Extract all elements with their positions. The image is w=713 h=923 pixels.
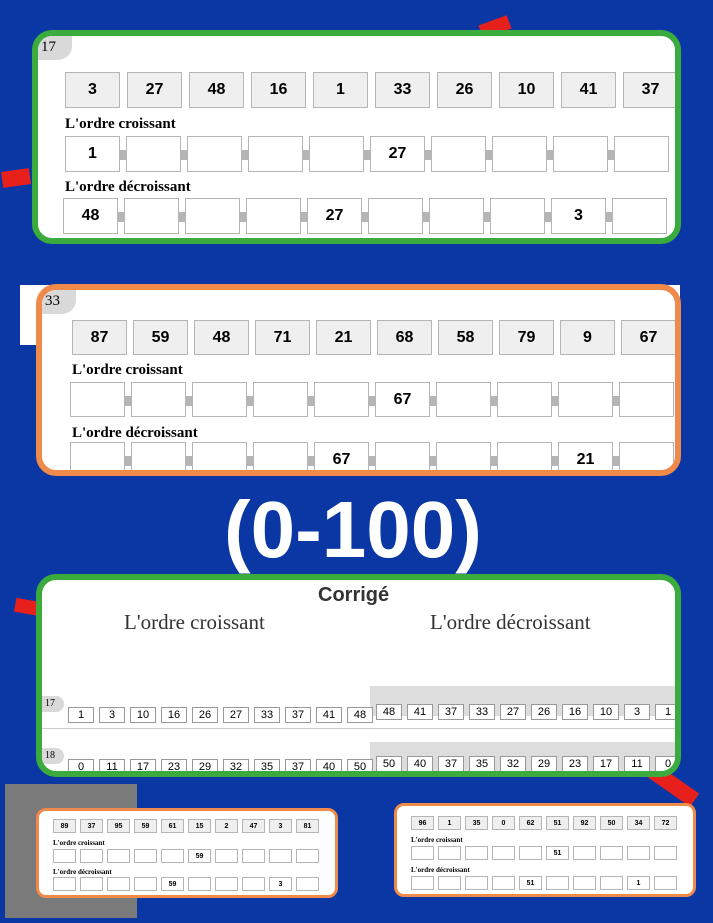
empty-answer-box[interactable] xyxy=(188,877,211,891)
empty-answer-box[interactable] xyxy=(242,849,265,863)
answer-ascending-17 xyxy=(68,707,378,723)
empty-answer-box[interactable] xyxy=(492,846,515,860)
number-box: 61 xyxy=(161,819,184,833)
number-box: 58 xyxy=(438,320,493,355)
exercise-number-badge: 17 xyxy=(38,36,72,60)
empty-answer-box[interactable] xyxy=(70,382,125,417)
empty-answer-box[interactable] xyxy=(53,849,76,863)
number-box: 96 xyxy=(411,816,434,830)
empty-answer-box[interactable] xyxy=(53,877,76,891)
ascending-label: L'ordre croissant xyxy=(72,362,183,378)
number-box: 59 xyxy=(188,849,211,863)
answer-number-box: 50 xyxy=(347,759,373,775)
empty-answer-box[interactable] xyxy=(411,876,434,890)
empty-answer-box[interactable] xyxy=(192,442,247,476)
answer-number-box: 27 xyxy=(500,704,526,720)
number-box: 3 xyxy=(65,72,120,108)
number-box: 1 xyxy=(313,72,368,108)
number-box: 15 xyxy=(188,819,211,833)
number-box: 95 xyxy=(107,819,130,833)
empty-answer-box[interactable] xyxy=(187,136,242,172)
ascending-label: L'ordre croissant xyxy=(53,839,105,847)
descending-chain xyxy=(70,442,680,476)
answer-number-box: 23 xyxy=(562,756,588,772)
number-box: 33 xyxy=(375,72,430,108)
answer-number-box: 16 xyxy=(161,707,187,723)
descending-heading: L'ordre décroissant xyxy=(430,610,591,634)
thumbnail-exercise-2[interactable] xyxy=(394,803,696,897)
answer-number-box: 41 xyxy=(407,704,433,720)
answer-number-box: 48 xyxy=(347,707,373,723)
empty-answer-box[interactable] xyxy=(553,136,608,172)
empty-answer-box[interactable] xyxy=(134,877,157,891)
number-box: 10 xyxy=(499,72,554,108)
number-box: 67 xyxy=(314,442,369,476)
ascending-chain xyxy=(70,382,680,417)
answer-number-box: 40 xyxy=(316,759,342,775)
empty-answer-box[interactable] xyxy=(558,382,613,417)
number-box: 59 xyxy=(134,819,157,833)
number-box: 37 xyxy=(623,72,678,108)
empty-answer-box[interactable] xyxy=(124,198,179,234)
empty-answer-box[interactable] xyxy=(269,849,292,863)
number-box: 21 xyxy=(558,442,613,476)
answer-number-box: 48 xyxy=(376,704,402,720)
ascending-chain xyxy=(53,849,323,863)
number-box: 9 xyxy=(560,320,615,355)
descending-label: L'ordre décroissant xyxy=(411,866,470,874)
empty-answer-box[interactable] xyxy=(546,876,569,890)
empty-answer-box[interactable] xyxy=(309,136,364,172)
empty-answer-box[interactable] xyxy=(375,442,430,476)
headline: (0-100) xyxy=(224,485,482,574)
empty-answer-box[interactable] xyxy=(296,849,319,863)
number-box: 59 xyxy=(161,877,184,891)
empty-answer-box[interactable] xyxy=(134,849,157,863)
answer-number-box: 3 xyxy=(624,704,650,720)
given-numbers-row xyxy=(72,320,681,355)
empty-answer-box[interactable] xyxy=(612,198,667,234)
number-box: 16 xyxy=(251,72,306,108)
number-box: 81 xyxy=(296,819,319,833)
answer-number-box: 23 xyxy=(161,759,187,775)
number-box: 48 xyxy=(63,198,118,234)
empty-answer-box[interactable] xyxy=(107,877,130,891)
ascending-label: L'ordre croissant xyxy=(65,116,176,132)
ascending-chain xyxy=(65,136,675,172)
answer-number-box: 17 xyxy=(130,759,156,775)
exercise-panel-17 xyxy=(32,30,681,244)
empty-answer-box[interactable] xyxy=(107,849,130,863)
empty-answer-box[interactable] xyxy=(490,198,545,234)
answer-number: 17 xyxy=(42,696,64,712)
answer-number-box: 35 xyxy=(254,759,280,775)
number-box: 37 xyxy=(80,819,103,833)
empty-answer-box[interactable] xyxy=(185,198,240,234)
number-box: 59 xyxy=(133,320,188,355)
descending-chain xyxy=(411,876,681,890)
empty-answer-box[interactable] xyxy=(614,136,669,172)
empty-answer-box[interactable] xyxy=(654,876,677,890)
answer-number-box: 33 xyxy=(469,704,495,720)
number-box: 72 xyxy=(654,816,677,830)
ascending-label: L'ordre croissant xyxy=(411,836,463,844)
number-box: 27 xyxy=(127,72,182,108)
descending-chain xyxy=(53,877,323,891)
number-box: 47 xyxy=(242,819,265,833)
empty-answer-box[interactable] xyxy=(497,442,552,476)
empty-answer-box[interactable] xyxy=(253,382,308,417)
answer-number-box: 1 xyxy=(655,704,681,720)
number-box: 79 xyxy=(499,320,554,355)
red-stroke-decoration xyxy=(1,168,31,188)
number-box: 27 xyxy=(370,136,425,172)
number-box: 1 xyxy=(438,816,461,830)
answer-ascending-18 xyxy=(68,759,378,775)
given-numbers-row xyxy=(53,819,323,833)
answer-number-box: 27 xyxy=(223,707,249,723)
number-box: 51 xyxy=(546,846,569,860)
empty-answer-box[interactable] xyxy=(519,846,542,860)
empty-answer-box[interactable] xyxy=(573,846,596,860)
empty-answer-box[interactable] xyxy=(619,382,674,417)
empty-answer-box[interactable] xyxy=(465,876,488,890)
answer-number-box: 10 xyxy=(593,704,619,720)
number-box: 87 xyxy=(72,320,127,355)
ascending-chain xyxy=(411,846,681,860)
number-box: 89 xyxy=(53,819,76,833)
number-box: 3 xyxy=(269,819,292,833)
number-box: 67 xyxy=(375,382,430,417)
number-box: 50 xyxy=(600,816,623,830)
number-box: 3 xyxy=(269,877,292,891)
number-box: 68 xyxy=(377,320,432,355)
empty-answer-box[interactable] xyxy=(126,136,181,172)
given-numbers-row xyxy=(411,816,681,830)
empty-answer-box[interactable] xyxy=(192,382,247,417)
number-box: 71 xyxy=(255,320,310,355)
empty-answer-box[interactable] xyxy=(80,877,103,891)
answer-number-box: 35 xyxy=(469,756,495,772)
empty-answer-box[interactable] xyxy=(70,442,125,476)
answer-key-panel xyxy=(36,574,681,777)
number-box: 51 xyxy=(519,876,542,890)
answer-number-box: 26 xyxy=(531,704,557,720)
empty-answer-box[interactable] xyxy=(600,846,623,860)
answer-number-box: 16 xyxy=(562,704,588,720)
number-box: 67 xyxy=(621,320,676,355)
answer-number-box: 50 xyxy=(376,756,402,772)
empty-answer-box[interactable] xyxy=(619,442,674,476)
exercise-number-badge: 33 xyxy=(42,290,76,314)
answer-number-box: 26 xyxy=(192,707,218,723)
number-box: 41 xyxy=(561,72,616,108)
number-box: 48 xyxy=(189,72,244,108)
thumbnail-exercise-1[interactable] xyxy=(36,808,338,898)
empty-answer-box[interactable] xyxy=(436,382,491,417)
number-box: 2 xyxy=(215,819,238,833)
number-box: 62 xyxy=(519,816,542,830)
empty-answer-box[interactable] xyxy=(242,877,265,891)
descending-label: L'ordre décroissant xyxy=(72,425,198,441)
empty-answer-box[interactable] xyxy=(492,136,547,172)
descending-chain xyxy=(63,198,673,234)
empty-answer-box[interactable] xyxy=(600,876,623,890)
empty-answer-box[interactable] xyxy=(80,849,103,863)
empty-answer-box[interactable] xyxy=(411,846,434,860)
answer-number: 18 xyxy=(42,748,64,764)
empty-answer-box[interactable] xyxy=(314,382,369,417)
answer-number-box: 29 xyxy=(531,756,557,772)
empty-answer-box[interactable] xyxy=(296,877,319,891)
empty-answer-box[interactable] xyxy=(465,846,488,860)
empty-answer-box[interactable] xyxy=(215,849,238,863)
answer-number-box: 41 xyxy=(316,707,342,723)
empty-answer-box[interactable] xyxy=(438,846,461,860)
answer-number-box: 32 xyxy=(500,756,526,772)
number-box: 21 xyxy=(316,320,371,355)
empty-answer-box[interactable] xyxy=(573,876,596,890)
answer-number-box: 0 xyxy=(68,759,94,775)
answer-number-box: 3 xyxy=(99,707,125,723)
empty-answer-box[interactable] xyxy=(497,382,552,417)
answer-number-box: 37 xyxy=(438,756,464,772)
empty-answer-box[interactable] xyxy=(627,846,650,860)
answer-number-box: 10 xyxy=(130,707,156,723)
number-box: 34 xyxy=(627,816,650,830)
empty-answer-box[interactable] xyxy=(161,849,184,863)
answer-number-box: 11 xyxy=(624,756,650,772)
answer-number-box: 17 xyxy=(593,756,619,772)
answer-number-box: 40 xyxy=(407,756,433,772)
answer-number-box: 11 xyxy=(99,759,125,775)
empty-answer-box[interactable] xyxy=(368,198,423,234)
empty-answer-box[interactable] xyxy=(429,198,484,234)
number-box: 1 xyxy=(65,136,120,172)
ascending-heading: L'ordre croissant xyxy=(124,610,265,634)
answer-number-box: 37 xyxy=(285,759,311,775)
empty-answer-box[interactable] xyxy=(253,442,308,476)
descending-label: L'ordre décroissant xyxy=(53,868,112,876)
number-box: 1 xyxy=(627,876,650,890)
number-box: 51 xyxy=(546,816,569,830)
empty-answer-box[interactable] xyxy=(246,198,301,234)
empty-answer-box[interactable] xyxy=(131,382,186,417)
number-box: 35 xyxy=(465,816,488,830)
answer-number-box: 1 xyxy=(68,707,94,723)
empty-answer-box[interactable] xyxy=(431,136,486,172)
number-box: 26 xyxy=(437,72,492,108)
descending-label: L'ordre décroissant xyxy=(65,179,191,195)
answer-number-box: 33 xyxy=(254,707,280,723)
empty-answer-box[interactable] xyxy=(436,442,491,476)
exercise-panel-33 xyxy=(36,284,681,476)
empty-answer-box[interactable] xyxy=(438,876,461,890)
empty-answer-box[interactable] xyxy=(248,136,303,172)
answer-descending-17 xyxy=(376,704,681,720)
number-box: 92 xyxy=(573,816,596,830)
number-box: 3 xyxy=(551,198,606,234)
answer-key-title: Corrigé xyxy=(318,584,390,606)
given-numbers-row xyxy=(65,72,681,108)
number-box: 48 xyxy=(194,320,249,355)
empty-answer-box[interactable] xyxy=(654,846,677,860)
answer-number-box: 32 xyxy=(223,759,249,775)
answer-number-box: 29 xyxy=(192,759,218,775)
divider xyxy=(42,728,681,729)
empty-answer-box[interactable] xyxy=(215,877,238,891)
number-box: 27 xyxy=(307,198,362,234)
answer-descending-18 xyxy=(376,756,681,772)
number-box: 0 xyxy=(492,816,515,830)
answer-number-box: 0 xyxy=(655,756,681,772)
empty-answer-box[interactable] xyxy=(492,876,515,890)
answer-number-box: 37 xyxy=(438,704,464,720)
empty-answer-box[interactable] xyxy=(131,442,186,476)
answer-number-box: 37 xyxy=(285,707,311,723)
